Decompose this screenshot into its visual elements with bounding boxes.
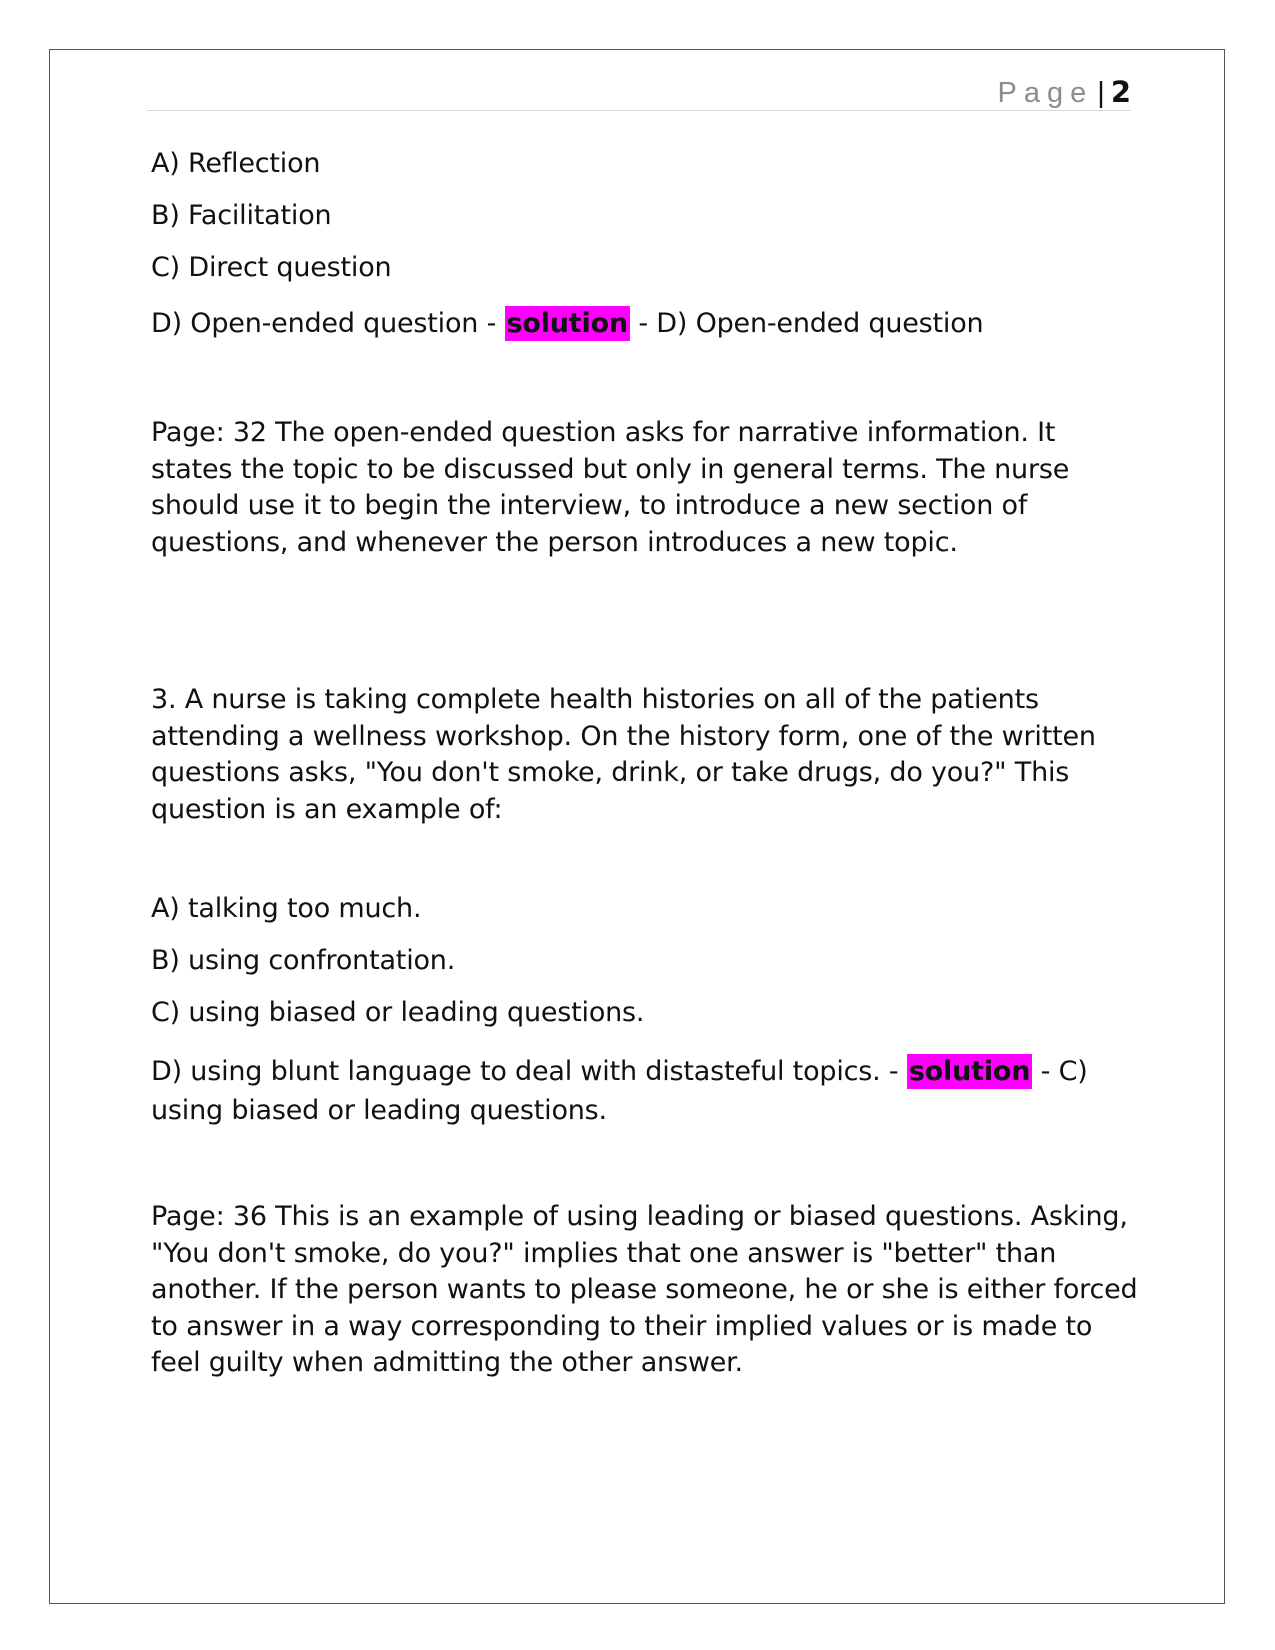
q2-rationale: Page: 32 The open-ended question asks for narrative information. It states the topic to be discussed but only in general terms. The nurse should use it to begin the interview, to introduce a new section of questions, and whenever the person introduces a new topic. [151,417,1070,558]
q3-rationale: Page: 36 This is an example of using leading or biased questions. Asking, "You don't smoke, do you?" implies that one answer is "better" than another. If the person wants to please someone, he or she is either forced to answer in a way corresponding to their implied values or is made to feel guilty when admitting the other answer. [151,1201,1138,1378]
q2-answer: - D) Open-ended question [629,308,984,339]
page-header [147,72,1131,112]
q2-solution-label: solution [506,308,628,339]
q2-option-c: C) Direct question [151,252,392,283]
q3-option-d-with-answer [151,1052,1141,1130]
q3-stem: 3. A nurse is taking complete health histories on all of the patients attending a wellness workshop. On the history form, one of the written questions asks, "You don't smoke, drink, or take drugs, do you?" This question is an example of: [151,684,1096,825]
q3-option-a: A) talking too much. [151,893,422,924]
q3-option-c: C) using biased or leading questions. [151,997,645,1028]
q2-option-d-with-answer [151,306,983,342]
q3-option-b: B) using confrontation. [151,945,456,976]
q2-option-d: D) Open-ended question - [151,308,505,339]
q3-option-d: D) using blunt language to deal with distasteful topics. - [151,1056,907,1087]
page-label: Page [997,77,1094,109]
header-divider [147,110,1131,111]
page-separator: | [1097,77,1105,109]
page-number: 2 [1110,75,1131,109]
q2-option-b: B) Facilitation [151,200,332,231]
q2-option-a: A) Reflection [151,148,321,179]
q3-solution-label: solution [908,1056,1031,1087]
q3-answer: - C) using biased or leading questions. [151,1056,1088,1126]
